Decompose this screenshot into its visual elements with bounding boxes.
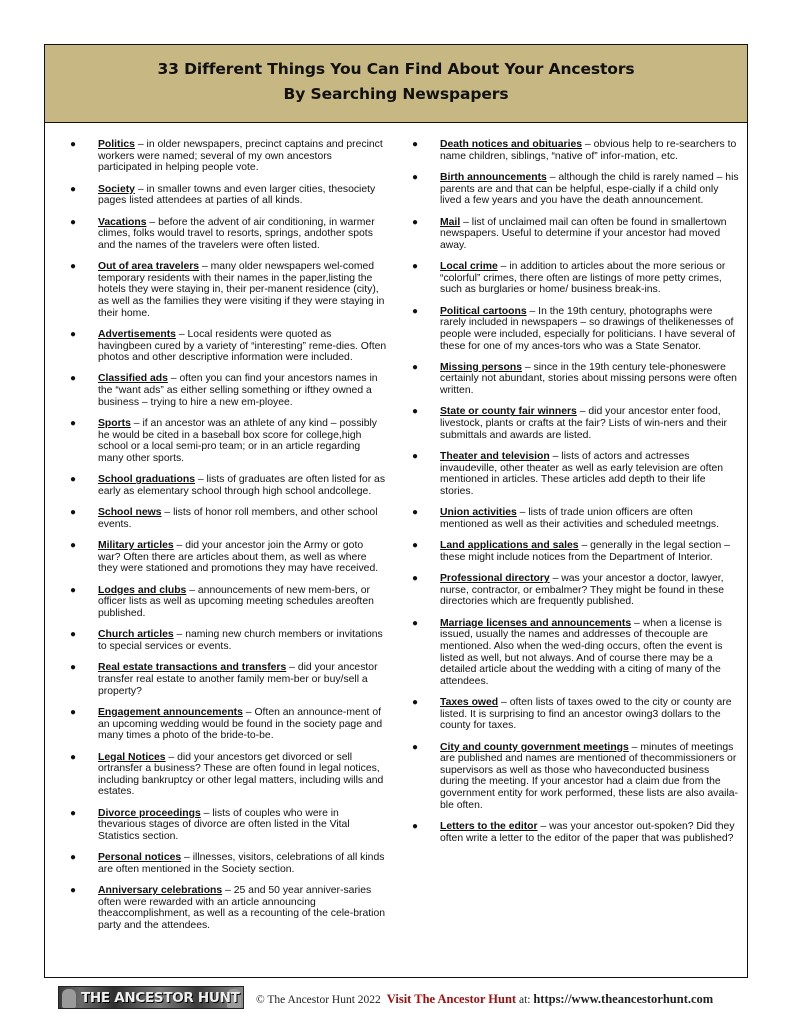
item-term: Land applications and sales [440,540,579,552]
item-description: – lists of trade union officers are often mentioned as well as their activities and scheduled meetngs. [440,507,719,530]
list-item [57,540,387,575]
bullet-icon: ● [412,261,419,273]
list-item [57,662,387,697]
item-term: Society [98,183,135,195]
bullet-icon: ● [412,573,419,585]
bullet-icon: ● [412,406,419,418]
item-description: – lists of actors and actresses invaudeville, other theater as well as early television are often mentioned in articles. These articles add depth to their life stories. [440,451,724,497]
item-description: – did your ancestor enter food, livestock, plants or crafts at the fair? Lists of win-ners and their submittals and awards are listed. [440,406,728,441]
list-item [399,618,739,688]
list-item [399,697,739,732]
list-item [399,451,739,497]
title-line-1: 33 Different Things You Can Find About Your Ancestors [157,60,635,78]
item-term: School graduations [98,474,195,486]
list-item [57,418,387,464]
bullet-icon: ● [70,751,77,763]
list-item [57,184,387,207]
bullet-icon: ● [70,852,77,864]
list-item [399,261,739,296]
item-term: Personal notices [98,852,182,864]
item-description: – generally in the legal section – these might include notices from the Department of Interior. [440,540,730,563]
item-term: Vacations [98,216,147,228]
item-term: Church articles [98,629,174,641]
item-description: – when a license is issued, usually the names and addresses of thecouple are mentioned. Also when the wed-ding occurs, often the event is listed as well, but not always. And of course there may be a detailed article about the wedding with a citing of many of the attendees. [440,617,723,687]
list-item [399,507,739,530]
list-item [57,507,387,530]
bullet-icon: ● [412,540,419,552]
item-description: – lists of graduates are often listed for as early as elementary school through high school andcollege. [98,474,386,497]
item-term: Theater and television [440,451,550,463]
list-item [399,362,739,397]
item-term: School news [98,507,162,519]
footer [44,985,748,1011]
list-item [57,752,387,798]
item-description: – since in the 19th century tele-phoneswere certainly not abundant, stories about missing persons were often written. [440,361,737,397]
list-item [57,474,387,497]
item-description: – often lists of taxes owed to the city or county are listed. It is surprising to find an ancestor owing3 dollars to the county for taxes. [440,697,732,732]
list-item [57,261,387,319]
bullet-icon: ● [412,305,419,317]
list-item [399,742,739,812]
bullet-icon: ● [70,474,77,486]
bullet-icon: ● [412,617,419,629]
item-term: Military articles [98,540,174,552]
bullet-icon: ● [70,507,77,519]
item-term: Taxes owed [440,697,499,709]
list-item [399,406,739,441]
item-term: Lodges and clubs [98,584,187,596]
item-description: – was your ancestor out-spoken? Did they often write a letter to the editor of the paper that was published? [440,821,735,844]
item-term: Advertisements [98,328,176,340]
right-column [399,139,739,854]
bullet-icon: ● [412,507,419,519]
left-column [57,139,387,941]
item-description: – before the advent of air conditioning, in warmer climes, folks would travel to resorts, springs, andother spots and the names of the travelers were often listed. [98,216,375,251]
bullet-icon: ● [70,261,77,273]
item-term: Death notices and obituaries [440,139,583,150]
item-description: – In the 19th century, photographs were rarely included in newspapers – so drawings of thelikenesses of people were included, especially for politicians. I have several of these for one of my ances-tors who was a State Senator. [440,305,736,352]
bullet-icon: ● [70,139,77,150]
item-description: – minutes of meetings are published and names are mentioned of thecommissioners or supervisors as well as those who haveconducted business during the meeting. If your ancestor had a claim due from the government entity for work performed, these lists are also availa-ble often. [440,741,738,811]
bullet-icon: ● [70,183,77,195]
item-term: Union activities [440,507,517,519]
bullet-icon: ● [70,807,77,819]
item-description: – Often an announce-ment of an upcoming wedding would be found in the society page and many times a photo of the bride-to-be. [98,706,383,742]
bullet-icon: ● [412,216,419,228]
document-frame [44,44,748,978]
item-term: Politics [98,139,135,150]
logo-text: THE ANCESTOR HUNT [81,990,240,1006]
item-term: City and county government meetings [440,741,629,753]
item-description: – in smaller towns and even larger cities, thesociety pages listed attendees at parties of all kinds. [98,183,376,207]
bullet-icon: ● [412,451,419,463]
list-item [57,707,387,742]
item-description: – did your ancestor join the Army or goto war? Often there are articles about them, as well as where they were stationed and promotions they may have received. [98,540,379,575]
item-term: Mail [440,216,461,228]
list-item [399,540,739,563]
visit-text: Visit The Ancestor Hunt [386,992,517,1006]
portrait-icon [62,989,76,1008]
item-description: – in addition to articles about the more serious or “colorful” crimes, there often are listings of more petty crimes, such as burglaries or home/ business break-ins. [440,261,726,296]
bullet-icon: ● [412,697,419,709]
item-description: – although the child is rarely named – his parents are and that can be helpful, espe-cially if a child only lived a few years and you have the death announcement. [440,171,739,207]
bullet-icon: ● [412,741,419,753]
list-item [57,629,387,652]
item-term: Anniversary celebrations [98,885,223,897]
item-term: Missing persons [440,361,522,373]
list-item [57,217,387,252]
list-item [57,885,387,931]
item-description: – lists of couples who were in thevarious stages of divorce are often listed in the Vital Statistics section. [98,807,350,842]
item-term: Letters to the editor [440,821,538,833]
bullet-icon: ● [70,328,77,340]
item-description: – did your ancestor transfer real estate to another family mem-ber or buy/sell a property? [98,662,378,697]
item-term: Real estate transactions and transfers [98,662,287,674]
item-description: – announcements of new mem-bers, or officer lists as well as upcoming meeting schedules areoften published. [98,584,374,619]
item-term: Divorce proceedings [98,807,201,819]
bullet-icon: ● [70,373,77,385]
bullet-icon: ● [70,629,77,641]
footer-credits [256,992,713,1007]
list-item [57,373,387,408]
ancestor-hunt-logo[interactable] [58,986,244,1009]
item-term: Local crime [440,261,498,273]
list-item [57,808,387,843]
item-term: Political cartoons [440,305,527,317]
item-description: – if an ancestor was an athlete of any kind – possibly he would be cited in a baseball box score for college,high school or a local semi-pro team; or in an article regarding many other sports. [98,418,377,464]
item-term: Out of area travelers [98,261,200,273]
bullet-icon: ● [412,361,419,373]
list-item [399,139,739,162]
item-description: – list of unclaimed mail can often be found in smallertown newspapers. Useful to determine if your ancestor had moved away. [440,216,727,251]
list-item [399,172,739,207]
item-term: Marriage licenses and announcements [440,617,632,629]
bullet-icon: ● [70,706,77,718]
website-link[interactable]: https://www.theancestorhunt.com [533,992,714,1006]
item-description: – was your ancestor a doctor, lawyer, nurse, contractor, or embalmer? They might be found in these directories which are frequently published. [440,573,724,608]
item-term: Sports [98,418,131,430]
bullet-icon: ● [70,540,77,552]
list-item [57,329,387,364]
title-line-2: By Searching Newspapers [283,85,509,103]
title-banner [45,45,747,123]
list-item [399,573,739,608]
bullet-icon: ● [412,139,419,150]
list-item [57,139,387,174]
list-item [399,306,739,352]
item-description: – did your ancestors get divorced or sell ortransfer a business? These are often found in legal notices, including bankruptcy or other legal matters, including wills and estates. [98,751,384,798]
item-term: State or county fair winners [440,406,577,418]
item-term: Legal Notices [98,751,166,763]
bullet-icon: ● [70,584,77,596]
bullet-icon: ● [412,171,419,183]
item-description: – lists of honor roll members, and other school events. [98,507,378,530]
at-text: at: [516,994,534,1006]
item-description: – obvious help to re-searchers to name children, siblings, “native of” infor-mation, etc. [440,139,737,162]
list-item [57,585,387,620]
item-description: – Local residents were quoted as havingbeen cured by a variety of “interesting” reme-dies. Often photos and other descriptive information were included. [98,328,387,364]
item-term: Classified ads [98,373,168,385]
list-item [399,821,739,844]
item-term: Engagement announcements [98,706,243,718]
item-description: – in older newspapers, precinct captains and precinct workers were named; several of my own ancestors participated in helping people vote. [98,139,383,174]
list-item [399,217,739,252]
list-item [57,852,387,875]
item-description: – 25 and 50 year anniver-saries often were rewarded with an article announcing theaccomplishment, as well as a recounting of the cele-bration party and the attendees. [98,885,386,932]
bullet-icon: ● [70,216,77,228]
item-description: – many older newspapers wel-comed temporary residents with their names in the paper,listing the hotels they were staying in, their per-manent residence (city), as well as the families they were visiting if they were staying in their home. [98,261,385,319]
item-term: Professional directory [440,573,550,585]
bullet-icon: ● [70,662,77,674]
item-description: – often you can find your ancestors names in the “want ads” as either selling something or ifthey owned a business – trying to hire a new em-ployee. [98,373,378,408]
bullet-icon: ● [412,821,419,833]
item-term: Birth announcements [440,171,547,183]
bullet-icon: ● [70,418,77,430]
bullet-icon: ● [70,885,77,897]
item-description: – naming new church members or invitations to special services or events. [98,629,383,652]
copyright-text: © The Ancestor Hunt 2022 [256,994,381,1006]
item-description: – illnesses, visitors, celebrations of all kinds are often mentioned in the Society section. [98,852,385,875]
